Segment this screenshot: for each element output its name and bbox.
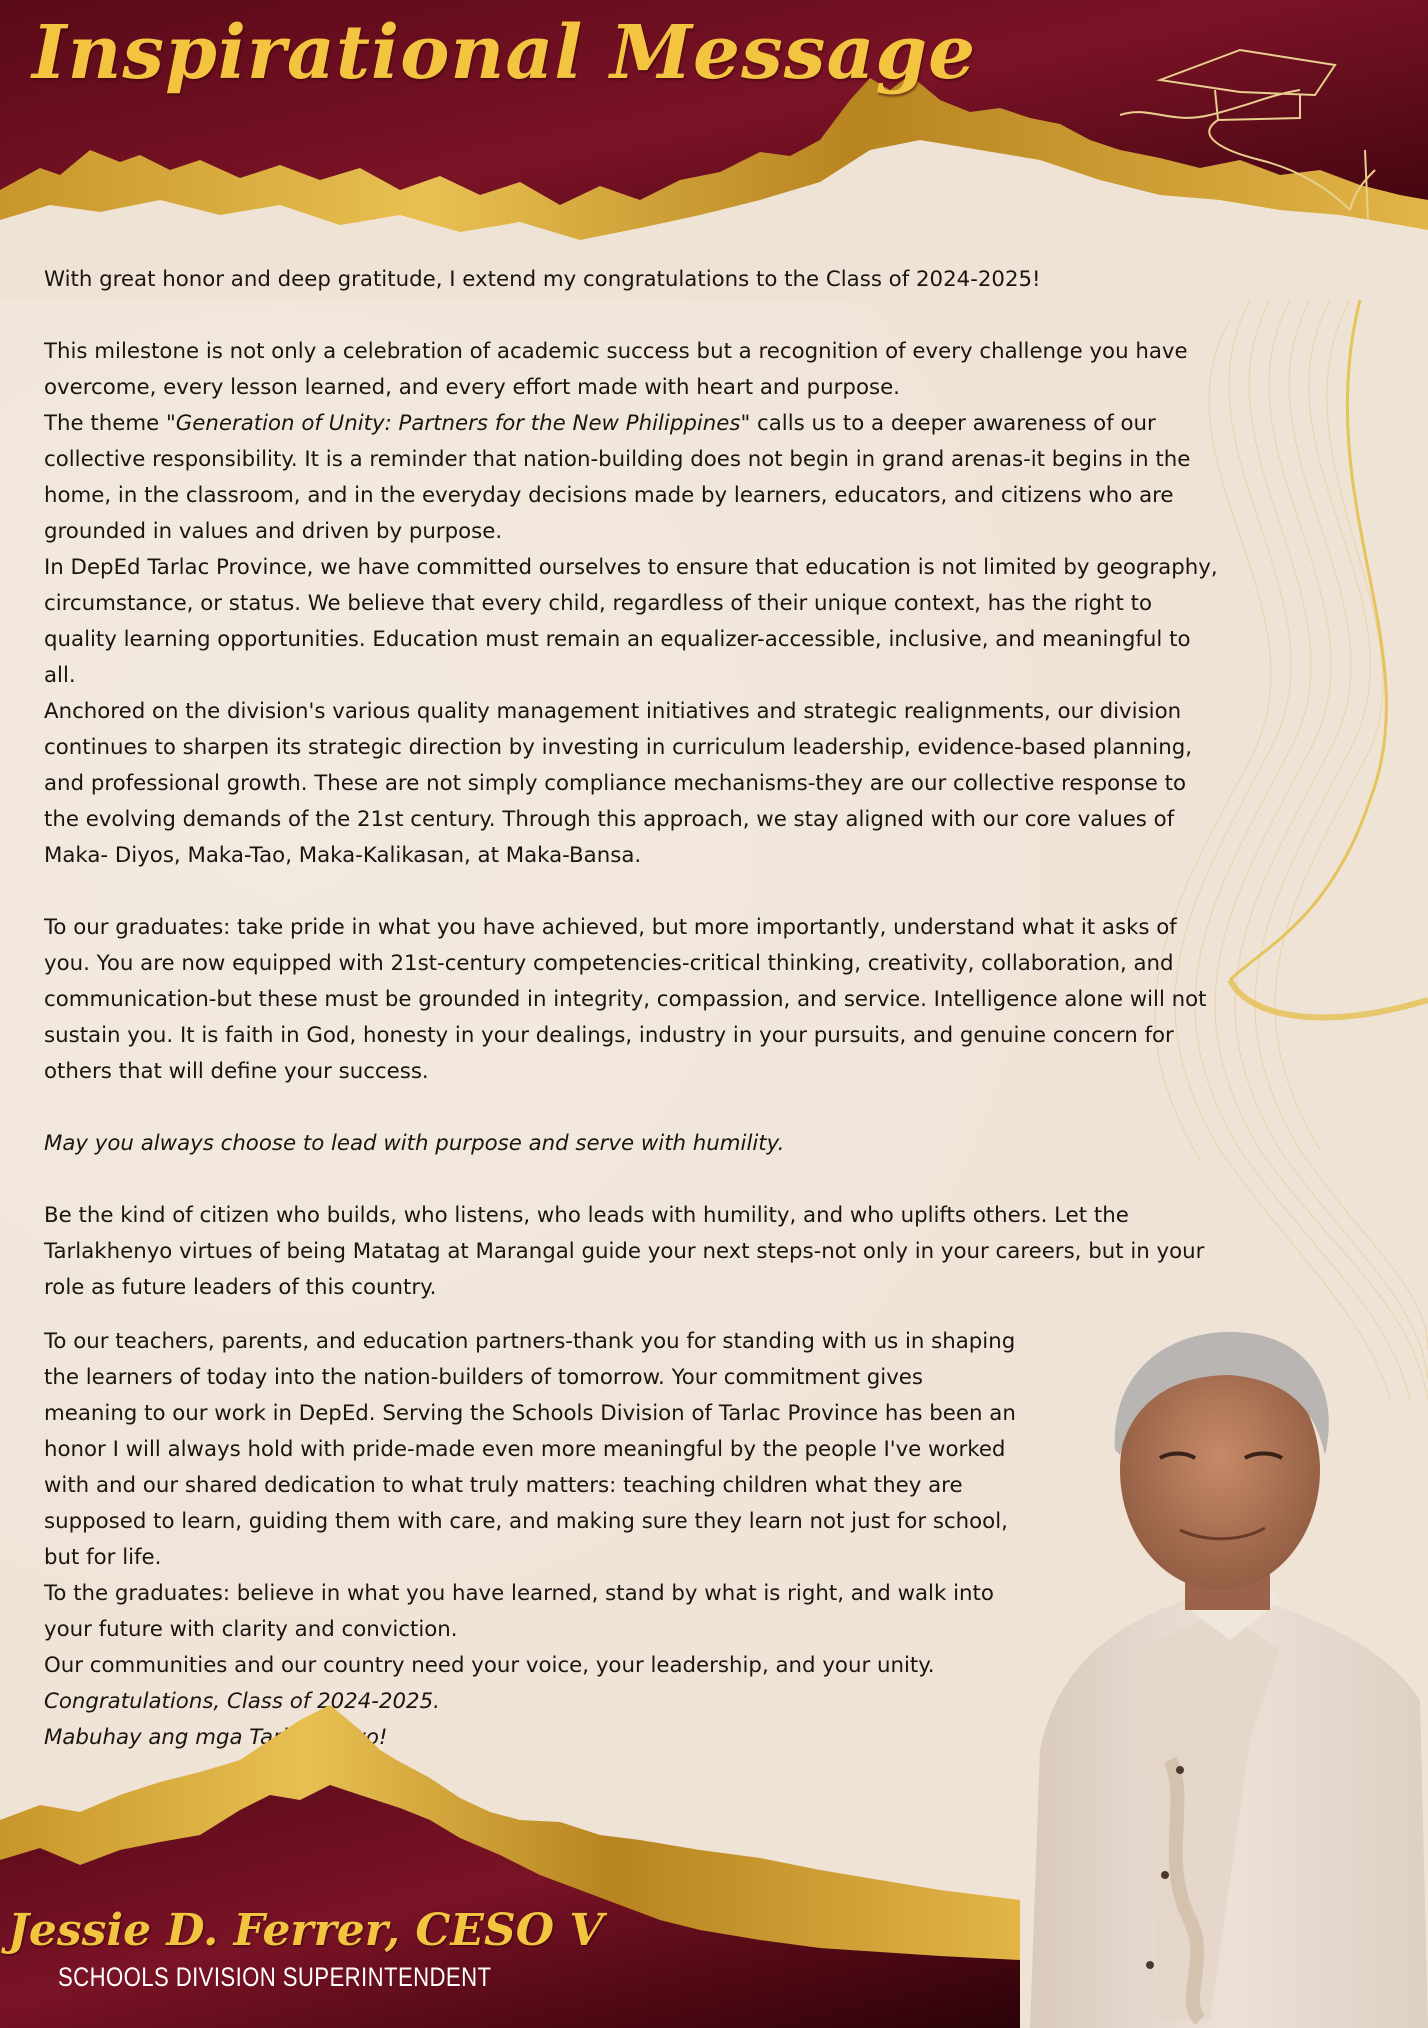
- paragraph-line: Anchored on the division's various quality management initiatives and strategic realignments, our division: [44, 699, 1182, 724]
- graduation-cap-hand-icon: [1100, 20, 1400, 240]
- paragraph-line: quality learning opportunities. Education must remain an equalizer-accessible, inclusive, and meaningful to: [44, 627, 1191, 652]
- theme-suffix: " calls us to a deeper awareness of our: [740, 411, 1156, 436]
- paragraph-line: role as future leaders of this country.: [44, 1275, 437, 1300]
- paragraph-line: the evolving demands of the 21st century. Through this approach, we stay aligned with our core values of: [44, 807, 1175, 832]
- motto-line: May you always choose to lead with purpose and serve with humility.: [44, 1131, 785, 1156]
- paragraph-line: honor I will always hold with pride-made even more meaningful by the people I've worked: [44, 1437, 1006, 1462]
- paragraph-line: meaning to our work in DepEd. Serving the Schools Division of Tarlac Province has been an: [44, 1401, 1016, 1426]
- closing-line: Congratulations, Class of 2024-2025.: [44, 1689, 440, 1714]
- paragraph-line: supposed to learn, guiding them with care, and making sure they learn not just for school,: [44, 1509, 1008, 1534]
- paragraph-line: others that will define your success.: [44, 1059, 429, 1084]
- paragraph-line: Be the kind of citizen who builds, who listens, who leads with humility, and who uplifts others. Let the: [44, 1203, 1129, 1228]
- superintendent-portrait: [1020, 1320, 1428, 2028]
- paragraph-line: the learners of today into the nation-builders of tomorrow. Your commitment gives: [44, 1365, 924, 1390]
- paragraph-line: your future with clarity and conviction.: [44, 1617, 458, 1642]
- signature-position: SCHOOLS DIVISION SUPERINTENDENT: [58, 1962, 492, 1992]
- paragraph-line: home, in the classroom, and in the everyday decisions made by learners, educators, and citizens who are: [44, 483, 1174, 508]
- paragraph-line: all.: [44, 663, 76, 688]
- theme-line: [44, 406, 1274, 442]
- paragraph-line: To our graduates: take pride in what you have achieved, but more importantly, understand what it asks of: [44, 915, 1177, 940]
- paragraph-line: In DepEd Tarlac Province, we have committed ourselves to ensure that education is not limited by geography,: [44, 555, 1218, 580]
- paragraph-line: communication-but these must be grounded in integrity, compassion, and service. Intelligence alone will not: [44, 987, 1207, 1012]
- paragraph-line: but for life.: [44, 1545, 162, 1570]
- paragraph-line: you. You are now equipped with 21st-century competencies-critical thinking, creativity, collaboration, and: [44, 951, 1174, 976]
- page-title: Inspirational Message: [32, 10, 977, 96]
- paragraph-line: grounded in values and driven by purpose.: [44, 519, 503, 544]
- greeting-line: With great honor and deep gratitude, I extend my congratulations to the Class of 2024-2025!: [44, 267, 1041, 292]
- paragraph-line: This milestone is not only a celebration of academic success but a recognition of every challenge you have: [44, 339, 1188, 364]
- paragraph-line: collective responsibility. It is a reminder that nation-building does not begin in grand arenas-it begins in the: [44, 447, 1191, 472]
- paragraph-line: Our communities and our country need your voice, your leadership, and your unity.: [44, 1653, 935, 1678]
- paragraph-line: circumstance, or status. We believe that every child, regardless of their unique context, has the right to: [44, 591, 1152, 616]
- paragraph-line: overcome, every lesson learned, and every effort made with heart and purpose.: [44, 375, 900, 400]
- closing-line: Mabuhay ang mga Tarlakhenyo!: [44, 1725, 388, 1750]
- paragraph-line: To our teachers, parents, and education partners-thank you for standing with us in shaping: [44, 1329, 1016, 1354]
- paragraph-line: Tarlakhenyo virtues of being Matatag at Marangal guide your next steps-not only in your careers, but in your: [44, 1239, 1205, 1264]
- signature-name: Jessie D. Ferrer, CESO V: [8, 1905, 604, 1956]
- theme-name: Generation of Unity: Partners for the New Philippines: [175, 411, 741, 436]
- paragraph-line: sustain you. It is faith in God, honesty in your dealings, industry in your pursuits, and genuine concern for: [44, 1023, 1174, 1048]
- theme-prefix: The theme ": [44, 411, 176, 436]
- paragraph-line: Maka- Diyos, Maka-Tao, Maka-Kalikasan, at Maka-Bansa.: [44, 843, 642, 868]
- paragraph-line: and professional growth. These are not simply compliance mechanisms-they are our collective response to: [44, 771, 1186, 796]
- paragraph-line: To the graduates: believe in what you have learned, stand by what is right, and walk into: [44, 1581, 994, 1606]
- paragraph-line: with and our shared dedication to what truly matters: teaching children what they are: [44, 1473, 963, 1498]
- paragraph-line: continues to sharpen its strategic direction by investing in curriculum leadership, evidence-based planning,: [44, 735, 1192, 760]
